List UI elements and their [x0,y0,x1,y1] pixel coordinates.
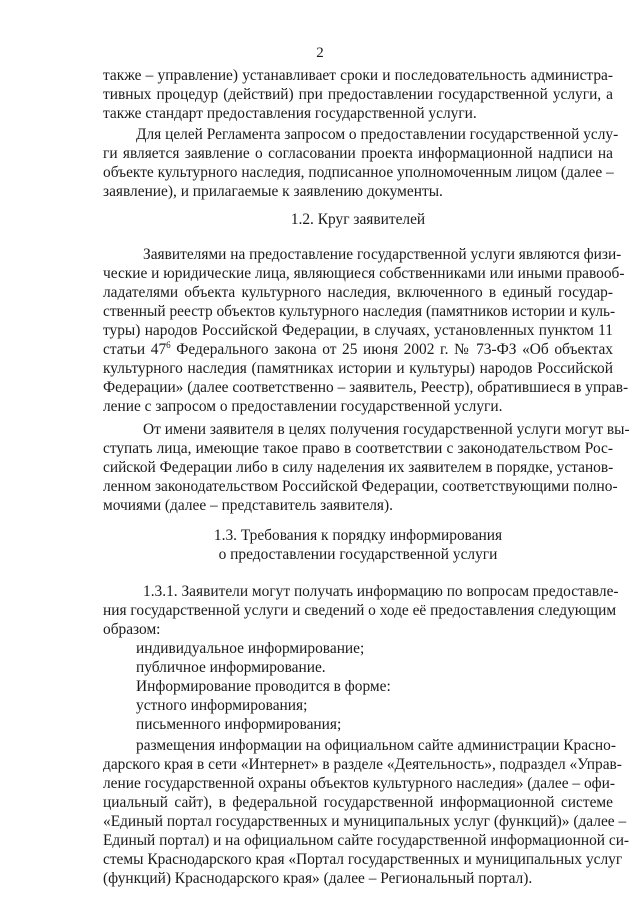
section-heading: о предоставлении государственной услуги [218,546,498,563]
list-item: письменного информирования; [136,716,342,733]
text-line: 1.3.1. Заявители могут получать информацию по вопросам предоставле- [143,583,619,600]
text-line: объекте культурного наследия, подписанное уполномоченным лицом (далее – [103,164,614,181]
text-segment: статьи 47 [103,341,167,358]
list-item: публичное информирование. [136,659,326,676]
list-item: Информирование проводится в форме: [136,678,391,695]
text-line: образом: [103,621,161,638]
text-line: ния государственной услуги и сведений о ходе её предоставления следующим [103,602,617,619]
text-line: ленном законодательством Российской Федерации, соответствующими полно- [103,478,618,495]
text-line: тивных процедур (действий) при предоставлении государственной услуги, а [103,86,613,103]
text-line: ступать лица, имеющие такое право в соответствии с законодательством Рос- [103,440,613,457]
text-line: «Единый портал государственных и муниципальных услуг (функций)» (далее – [103,813,627,830]
text-line: размещения информации на официальном сайте администрации Красно- [136,737,616,754]
text-line: туры) народов Российской Федерации, в случаях, установленных пунктом 11 [103,322,613,339]
text-line: (функций) Краснодарского края» (далее – Региональный портал). [103,870,533,887]
superscript: 6 [166,339,171,350]
text-line: циальный сайт), в федеральной государственной информационной системе [103,794,613,811]
text-line: Для целей Регламента запросом о предоставлении государственной услу- [136,126,619,143]
text-line: стемы Краснодарского края «Портал государственных и муниципальных услуг [103,851,623,868]
text-line-with-superscript [103,341,613,359]
text-line: дарского края в сети «Интернет» в разделе «Деятельность», подраздел «Управ- [103,756,622,773]
text-line: сийской Федерации либо в силу наделения их заявителем в порядке, установ- [103,459,614,476]
text-line: мочиями (далее – представитель заявителя). [103,497,393,514]
section-heading: 1.3. Требования к порядку информирования [213,527,503,544]
text-line: ческие и юридические лица, являющиеся собственниками или иными правооб- [103,265,625,282]
text-line: ладателями объекта культурного наследия, включенного в единый государ- [103,284,613,301]
section-heading: 1.2. Круг заявителей [290,211,426,228]
list-item: индивидуальное информирование; [136,640,365,657]
text-line: ственный реестр объектов культурного наследия (памятников истории и куль- [103,303,616,320]
text-line: также стандарт предоставления государственной услуги. [103,105,477,122]
text-line: От имени заявителя в целях получения государственной услуги могут вы- [143,421,630,438]
text-segment: Федерального закона от 25 июня 2002 г. № 73-ФЗ «Об объектах [170,341,613,358]
text-line: культурного наследия (памятниках истории и культуры) народов Российской [103,360,613,377]
text-line: ление государственной охраны объектов культурного наследия» (далее – офи- [103,775,615,792]
text-line: заявление), и прилагаемые к заявлению документы. [103,183,443,200]
text-line: ление с запросом о предоставлении государственной услуги. [103,398,503,415]
page-number: 2 [316,45,324,61]
text-line: Федерации» (далее соответственно – заявитель, Реестр), обратившиеся в управ- [103,379,629,396]
text-line: Заявителями на предоставление государственной услуги являются физи- [143,246,622,263]
text-line: также – управление) устанавливает сроки и последовательность администра- [103,67,613,84]
text-line: ги является заявление о согласовании проекта информационной надписи на [103,145,613,162]
text-line: Единый портал) и на официальном сайте государственной информационной си- [103,832,630,849]
list-item: устного информирования; [136,697,308,714]
